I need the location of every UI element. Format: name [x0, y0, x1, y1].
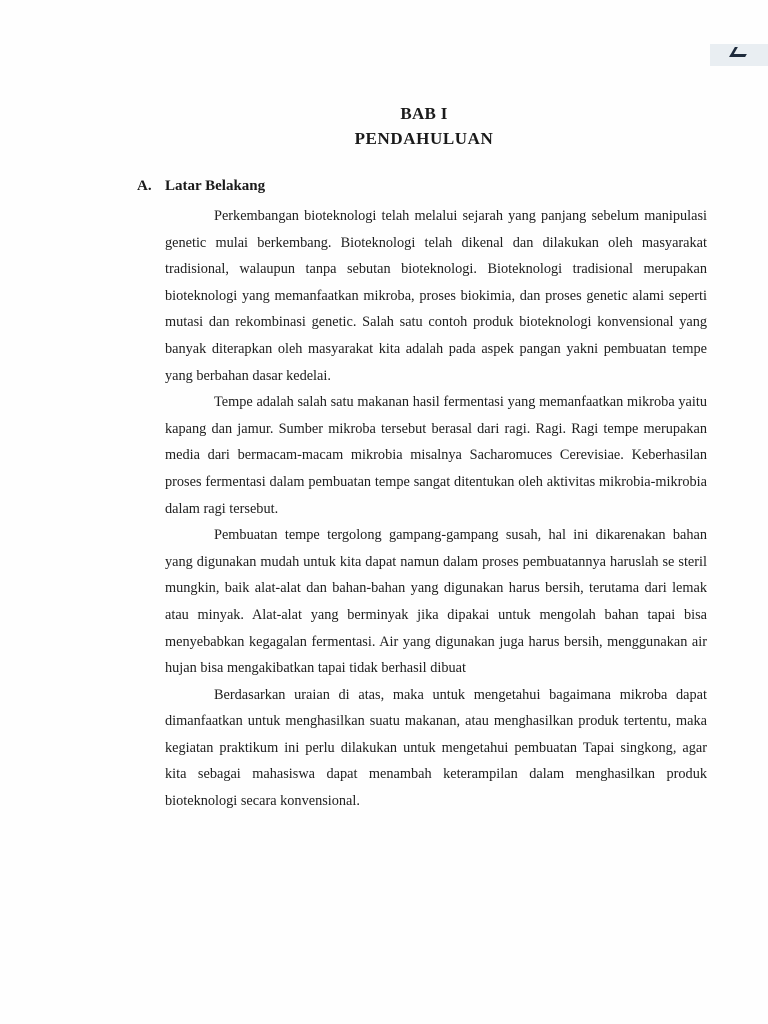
chapter-number: BAB I	[400, 104, 448, 123]
paragraph-1: Perkembangan bioteknologi telah melalui sejarah yang panjang sebelum manipulasi genetic mulai berkembang. Bioteknologi telah dikenal dan dilakukan oleh masyarakat tradisional, walaupun tanpa sebutan bioteknologi. Bioteknologi tradisional merupakan bioteknologi yang memanfaatkan mikroba, proses biokimia, dan proses genetic alami seperti mutasi dan rekombinasi genetic. Salah satu contoh produk bioteknologi konvensional yang banyak diterapkan oleh masyarakat kita adalah pada aspek pangan yakni pembuatan tempe yang berbahan dasar kedelai.	[165, 208, 707, 384]
corner-tab-icon	[729, 47, 751, 57]
paragraph-4: Berdasarkan uraian di atas, maka untuk mengetahui bagaimana mikroba dapat dimanfaatkan untuk menghasilkan suatu makanan, atau menghasilkan produk tertentu, maka kegiatan praktikum ini perlu dilakukan untuk mengetahui pembuatan Tapai singkong, agar kita sebagai mahasiswa dapat menambah keterampilan dalam menghasilkan produk bioteknologi secara konvensional.	[165, 686, 707, 810]
body-text	[165, 203, 707, 815]
chapter-title: PENDAHULUAN	[354, 129, 494, 148]
section-marker: A.	[137, 178, 152, 194]
corner-tab	[710, 44, 768, 66]
paragraph-2: Tempe adalah salah satu makanan hasil fermentasi yang memanfaatkan mikroba yaitu kapang dan jamur. Sumber mikroba tersebut berasal dari ragi. Ragi. Ragi tempe merupakan media dari bermacam-macam mikrobia misalnya Sacharomuces Cerevisiae. Keberhasilan proses fermentasi dalam pembuatan tempe sangat ditentukan oleh aktivitas mikrobia-mikrobia dalam ragi tersebut.	[165, 394, 707, 517]
section-heading	[137, 178, 265, 195]
paragraph-3: Pembuatan tempe tergolong gampang-gampang susah, hal ini dikarenakan bahan yang digunakan mudah untuk kita dapat namun dalam proses pembuatannya haruslah se steril mungkin, baik alat-alat dan bahan-bahan yang digunakan harus bersih, terutama dari lemak atau minyak. Alat-alat yang berminyak jika dipakai untuk mengolah bahan tapai bisa menyebabkan kegagalan fermentasi. Air yang digunakan juga harus bersih, menggunakan air hujan bisa mengakibatkan tapai tidak berhasil dibuat	[165, 527, 707, 677]
section-title: Latar Belakang	[165, 178, 266, 194]
